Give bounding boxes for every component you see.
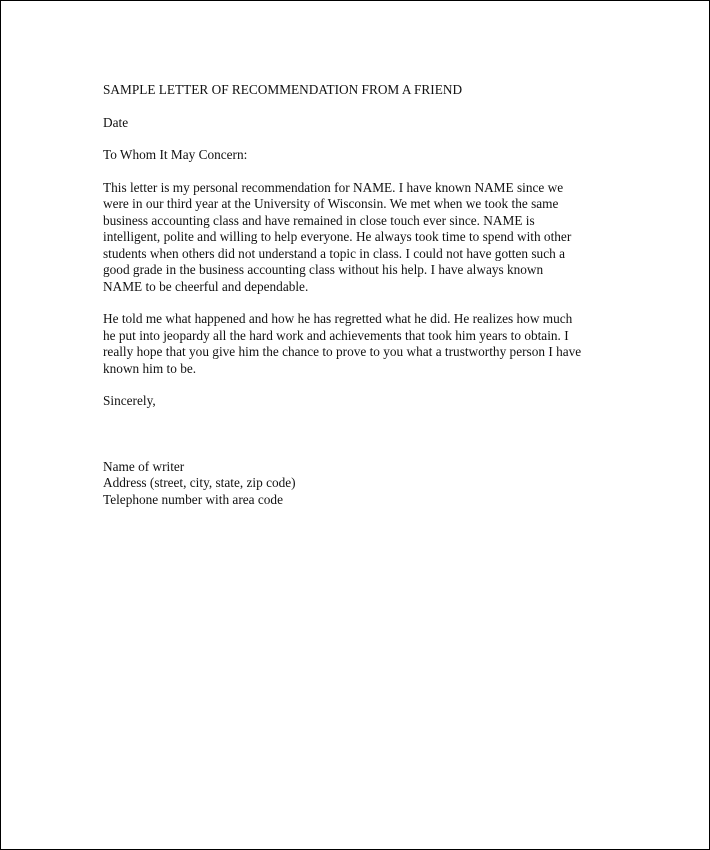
signature-address: Address (street, city, state, zip code) bbox=[103, 475, 296, 490]
paragraph-line: NAME to be cheerful and dependable. bbox=[103, 278, 309, 294]
letter-title: SAMPLE LETTER OF RECOMMENDATION FROM A FRIEND bbox=[103, 82, 463, 97]
paragraph-line: were in our third year at the University of Wisconsin. We met when we took the same bbox=[103, 196, 559, 211]
paragraph-line: he put into jeopardy all the hard work and achievements that took him years to obtain. I bbox=[103, 327, 569, 343]
paragraph-recommendation bbox=[103, 180, 623, 296]
paragraph-line: business accounting class and have remained in close touch ever since. NAME is bbox=[103, 212, 535, 228]
paragraph-line: students when others did not understand a topic in class. I could not have gotten such a bbox=[103, 245, 565, 261]
signature-block bbox=[103, 459, 623, 509]
paragraph-line: good grade in the business accounting class without his help. I have always known bbox=[103, 262, 544, 277]
letter-salutation: To Whom It May Concern: bbox=[103, 147, 248, 162]
signature-name: Name of writer bbox=[103, 458, 185, 474]
paragraph-line: known him to be. bbox=[103, 360, 197, 376]
paragraph-circumstance bbox=[103, 311, 623, 377]
paragraph-line: really hope that you give him the chance to prove to you what a trustworthy person I have bbox=[103, 344, 582, 359]
paragraph-line: This letter is my personal recommendation for NAME. I have known NAME since we bbox=[103, 179, 564, 195]
paragraph-line: He told me what happened and how he has regretted what he did. He realizes how much bbox=[103, 311, 573, 326]
letter-date: Date bbox=[103, 114, 129, 130]
paragraph-line: intelligent, polite and willing to help everyone. He always took time to spend with other bbox=[103, 229, 572, 244]
letter-body bbox=[103, 82, 623, 508]
signature-telephone: Telephone number with area code bbox=[103, 491, 283, 507]
letter-closing: Sincerely, bbox=[103, 393, 156, 408]
